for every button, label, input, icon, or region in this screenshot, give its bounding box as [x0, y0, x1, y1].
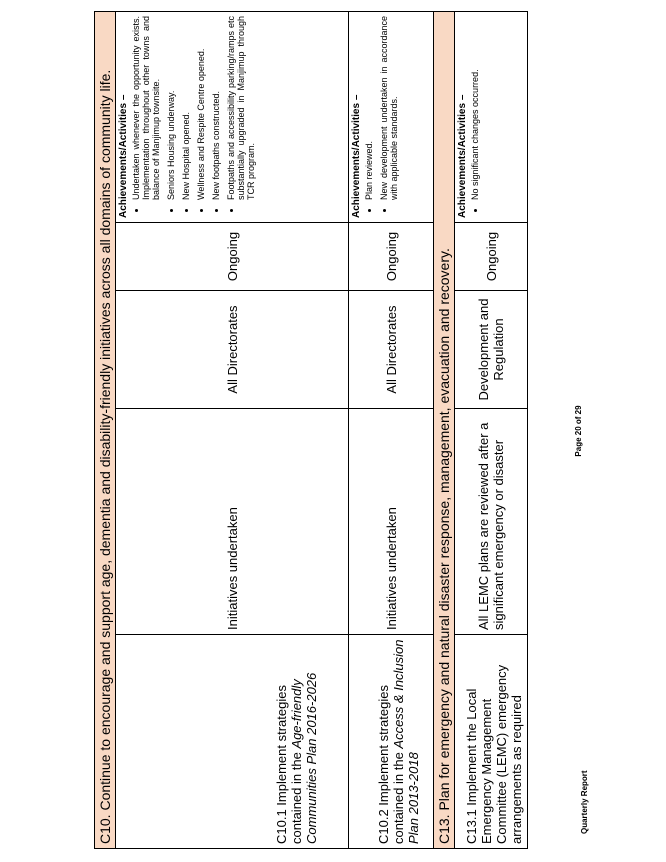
achievements-heading: Achievements/Activities –	[118, 94, 129, 218]
section-title: C13. Plan for emergency and natural disaster response, management, evacuation and recovery.	[434, 12, 455, 849]
responsibility-cell: All Directorates	[116, 291, 349, 409]
section-header-c10	[95, 12, 116, 849]
page-number: Page 20 of 29	[574, 405, 583, 457]
measure-cell: Initiatives undertaken	[349, 409, 434, 635]
timeframe-cell: Ongoing	[349, 223, 434, 291]
responsibility-cell: All Directorates	[349, 291, 434, 409]
strategy-plan-name: Access & Inclusion Plan 2013-2018	[391, 639, 421, 844]
list-item: • New Hospital opened.	[181, 16, 191, 200]
section-title: C10. Continue to encourage and support age, dementia and disability-friendly initiatives across all domains of community life.	[95, 12, 116, 849]
list-item: • No significant changes occurred.	[470, 16, 480, 200]
responsibility-cell: Development and Regulation	[455, 291, 528, 409]
table-row	[349, 12, 434, 849]
list-item: • Wellness and Respite Centre opened.	[196, 16, 206, 200]
achievements-list	[470, 16, 480, 218]
timeframe-cell: Ongoing	[455, 223, 528, 291]
achievements-cell	[455, 12, 528, 223]
report-label: Quarterly Report	[580, 770, 589, 834]
strategy-table	[94, 11, 528, 849]
strategy-plan-name: Age-friendly Communities Plan 2016-2026	[289, 672, 319, 844]
list-item: • New footpaths constructed.	[211, 16, 221, 200]
section-header-c13	[434, 12, 455, 849]
achievements-list	[364, 16, 399, 218]
measure-cell: All LEMC plans are reviewed after a significant emergency or disaster	[455, 409, 528, 635]
achievements-heading: Achievements/Activities –	[351, 94, 362, 218]
strategy-text: C13.1 Implement the Local Emergency Management Committee (LEMC) emergency arrangements as required	[464, 664, 524, 844]
list-item: • New development undertaken in accordance with applicable standards.	[379, 16, 399, 200]
strategy-cell	[349, 635, 434, 849]
strategy-cell	[455, 635, 528, 849]
strategy-text: C10.1 Implement strategies contained in the	[274, 685, 304, 844]
list-item: • Undertaken whenever the opportunity exists. Implementation throughout other towns and balance of Manjimup townsite.	[131, 16, 161, 200]
timeframe-cell: Ongoing	[116, 223, 349, 291]
achievements-list	[131, 16, 256, 218]
table-row	[455, 12, 528, 849]
list-item: • Seniors Housing underway.	[166, 16, 176, 200]
table-row	[116, 12, 349, 849]
list-item: • Plan reviewed.	[364, 16, 374, 200]
strategy-text: C10.2 Implement strategies contained in the	[376, 685, 406, 844]
achievements-cell	[116, 12, 349, 223]
achievements-cell	[349, 12, 434, 223]
measure-cell: Initiatives undertaken	[116, 409, 349, 635]
list-item: • Footpaths and accessibility parking/ramps etc substantially upgraded in Manjimup through TCR program.	[226, 16, 256, 200]
achievements-heading: Achievements/Activities –	[457, 94, 468, 218]
strategy-cell	[116, 635, 349, 849]
